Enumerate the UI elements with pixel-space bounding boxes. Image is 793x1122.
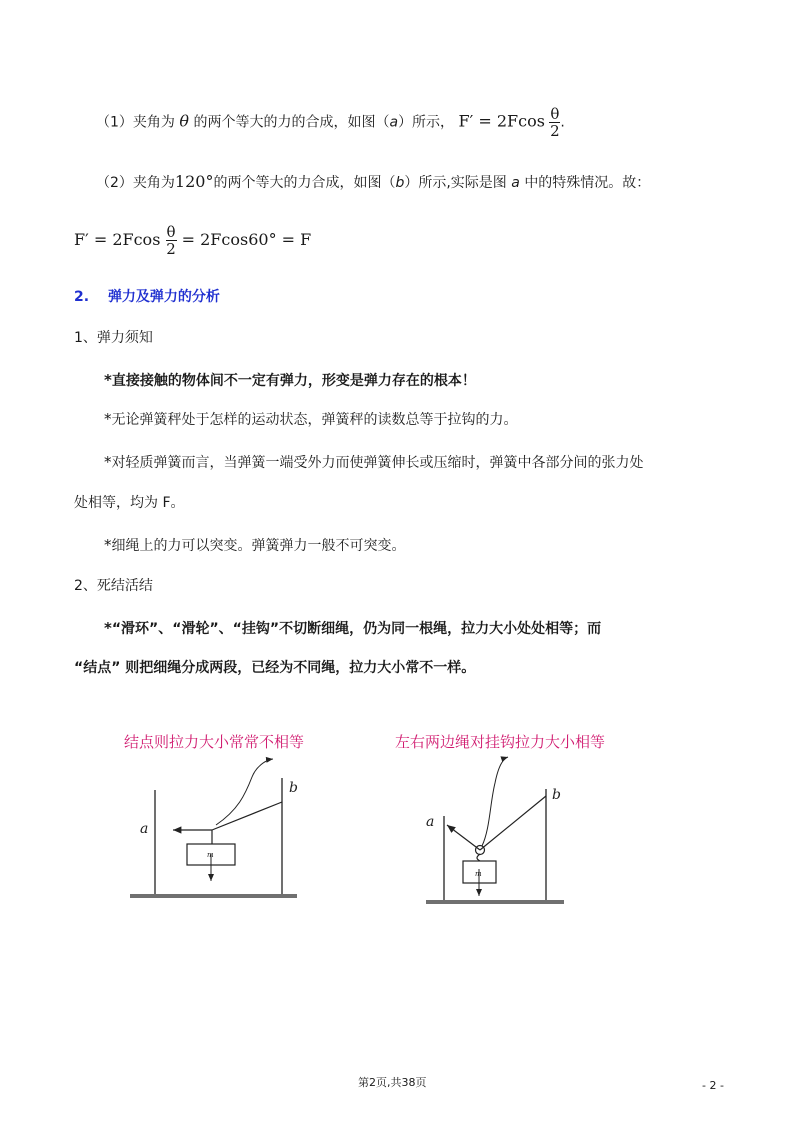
ground (426, 900, 564, 904)
label-a: a (140, 821, 149, 837)
knot-diagram (120, 755, 305, 905)
pointer-curve (482, 757, 508, 846)
label-m: m (475, 870, 482, 878)
formula-inline: F′ = 2Fcos (458, 111, 545, 131)
paragraph-1: *直接接触的物体间不一定有弹力，形变是弹力存在的根本！ (104, 371, 476, 389)
left-figure-caption: 结点则拉力大小常常不相等 (124, 733, 305, 751)
hook-diagram (420, 753, 570, 911)
ground (130, 894, 297, 898)
paragraph-4: *细绳上的力可以突变。弹簧弹力一般不可突变。 (104, 536, 406, 554)
page-info: 第2页,共38页 (358, 1076, 427, 1089)
right-figure-caption: 左右两边绳对挂钩拉力大小相等 (395, 733, 606, 751)
item-2: （2）夹角为120°的两个等大的力合成，如图（b）所示,实际是图 a 中的特殊情况。故： (96, 172, 651, 191)
label-b: b (289, 780, 298, 796)
rope-left (447, 825, 480, 850)
fraction: $\frac{\theta}{2}$ (550, 105, 560, 140)
paragraph-2: *无论弹簧秤处于怎样的运动状态，弹簧秤的读数总等于拉钩的力。 (104, 410, 518, 428)
section-heading: 2. 弹力及弹力的分析 (74, 289, 220, 305)
paragraph-3-cont: 处相等，均为 F。 (74, 495, 185, 511)
formula-block: F′ = 2Fcos $\frac{\theta}{2}$ = 2Fcos60° = F (74, 223, 312, 258)
rope-b (212, 802, 282, 830)
label-a: a (426, 814, 435, 830)
label-m: m (207, 851, 214, 859)
fraction: $\frac{\theta}{2}$ (166, 223, 176, 258)
subsection-title-1: 1、弹力须知 (74, 330, 153, 346)
subsection-title-2: 2、死结活结 (74, 578, 153, 594)
rope-right (480, 796, 546, 850)
label-b: b (552, 787, 561, 803)
paragraph-5-cont: “结点” 则把细绳分成两段，已经为不同绳，拉力大小常不一样。 (74, 660, 476, 676)
paragraph-3: *对轻质弹簧而言，当弹簧一端受外力而使弹簧伸长或压缩时，弹簧中各部分间的张力处 (104, 453, 644, 471)
angle-value: 120° (174, 172, 214, 191)
paragraph-5: *“滑环”、“滑轮”、“挂钩”不切断细绳，仍为同一根绳，拉力大小处处相等；而 (104, 619, 602, 637)
pointer-curve (216, 759, 273, 825)
theta-symbol: θ (179, 111, 190, 131)
item-1: （1）夹角为 θ 的两个等大的力的合成，如图（a）所示， F′ = 2Fcos $\frac{\theta}{2}$ . (96, 105, 565, 140)
page-number: - 2 - (702, 1079, 724, 1092)
